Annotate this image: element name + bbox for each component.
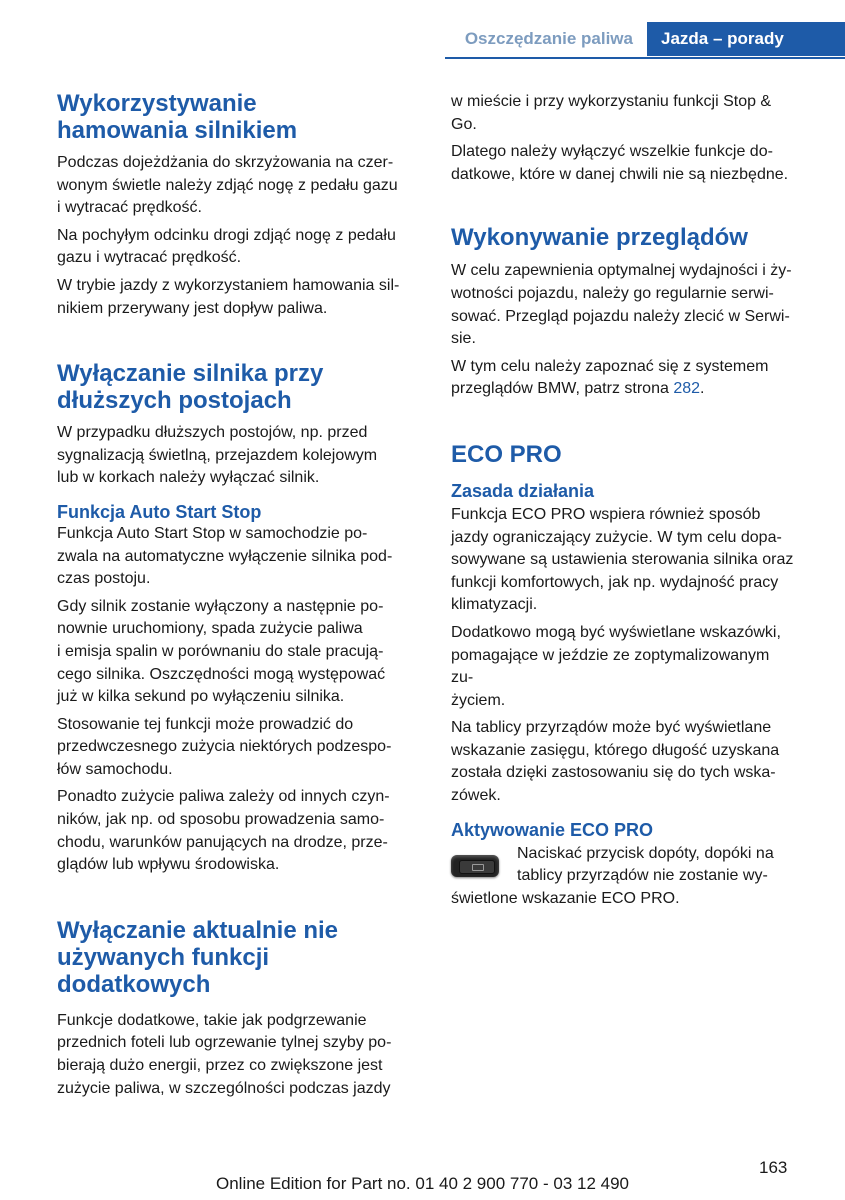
paragraph: Funkcje dodatkowe, takie jak podgrzewanie przednich foteli lub ogrzewanie tylnej szyby po- bierają dużo energii, przez co zwiększone jest zużycie paliwa, w szczególności podczas jazdy (57, 1011, 392, 1097)
paragraph: Naciskać przycisk dopóty, dopóki na tablicy przyrządów nie zostanie wy- (517, 844, 774, 885)
paragraph: W trybie jazdy z wykorzystaniem hamowania sil- nikiem przerywany jest dopływ paliwa. (57, 276, 400, 317)
subheading-activate-eco-pro: Aktywowanie ECO PRO (451, 819, 654, 840)
page-reference-link[interactable]: 282 (673, 380, 701, 398)
subheading-principle: Zasada działania (451, 480, 595, 501)
paragraph: Ponadto zużycie paliwa zależy od innych czyn- ników, jak np. od sposobu prowadzenia samo- chodu, warunków panujących na drodze, prze- glądów lub wpływu środowiska. (57, 788, 390, 874)
paragraph: Funkcja ECO PRO wspiera również sposób jazdy ograniczający zużycie. W tym celu dopa- sowywane są ustawienia sterowania silnika oraz funkcji komfortowych, jak np. wydajność pracy klimatyzacji. (451, 505, 794, 614)
paragraph: W celu zapewnienia optymalnej wydajności i ży- wotności pojazdu, należy go regularnie serwi- sować. Przegląd pojazdu należy zlecić w Serwi- sie. (451, 262, 792, 348)
paragraph: Dlatego należy wyłączyć wszelkie funkcje do- datkowe, które w danej chwili nie są niezbędne. (451, 143, 789, 183)
paragraph: W tym celu należy zapoznać się z systemem przeglądów BMW, patrz strona 282. (451, 357, 769, 398)
heading-disable-unused-functions: Wyłączanie aktualnie nie używanych funkcji dodatkowych (57, 916, 339, 998)
header-rule (445, 57, 845, 59)
paragraph: w mieście i przy wykorzystaniu funkcji Stop & Go. (451, 93, 772, 133)
paragraph: Na pochyłym odcinku drogi zdjąć nogę z pedału gazu i wytracać prędkość. (57, 226, 396, 267)
paragraph: Gdy silnik zostanie wyłączony a następnie po- nownie uruchomiony, spada zużycie paliwa i emisja spalin w porównaniu do stale pracują- cego silnika. Oszczędności mogą występować już w kilka sekund po wyłączeniu silnika. (57, 597, 386, 706)
page-number: 163 (759, 1158, 788, 1177)
footer-edition: Online Edition for Part no. 01 40 2 900 770 - 03 12 490 (215, 1174, 629, 1193)
header-section-title: Oszczędzanie paliwa (464, 29, 633, 48)
paragraph: W przypadku dłuższych postojów, np. przed sygnalizacją świetlną, przejazdem kolejowym lub w korkach należy wyłączać silnik. (57, 424, 378, 487)
paragraph: Podczas dojeżdżania do skrzyżowania na czer- wonym świetle należy zdjąć nogę z pedału gazu i wytracać prędkość. (57, 154, 398, 217)
left-column (57, 90, 427, 1100)
header-chapter-tab: Jazda – porady (647, 22, 845, 56)
heading-maintenance: Wykonywanie przeglądów (451, 224, 748, 252)
eco-pro-instruction (451, 843, 796, 888)
heading-eco-pro: ECO PRO (451, 440, 562, 468)
subheading-auto-start-stop: Funkcja Auto Start Stop (57, 501, 262, 522)
paragraph: Dodatkowo mogą być wyświetlane wskazówki, pomagające w jeździe ze zoptymalizowanym zu- życiem. (451, 623, 781, 709)
paragraph: Stosowanie tej funkcji może prowadzić do przedwczesnego zużycia niektórych podzespo- łów samochodu. (57, 715, 392, 778)
right-column (451, 91, 796, 910)
paragraph: Na tablicy przyrządów może być wyświetlane wskazanie zasięgu, którego długość uzyskana została dzięki zastosowaniu się do tych wska- zówek. (451, 719, 780, 805)
heading-engine-off-long-stops: Wyłączanie silnika przy dłuższych postojach (57, 360, 324, 415)
paragraph: świetlone wskazanie ECO PRO. (451, 889, 680, 907)
heading-engine-braking: Wykorzystywanie hamowania silnikiem (57, 90, 298, 144)
paragraph: Funkcja Auto Start Stop w samochodzie po- zwala na automatyczne wyłączenie silnika pod- czas postoju. (57, 524, 393, 588)
eco-pro-button-icon (451, 855, 499, 877)
